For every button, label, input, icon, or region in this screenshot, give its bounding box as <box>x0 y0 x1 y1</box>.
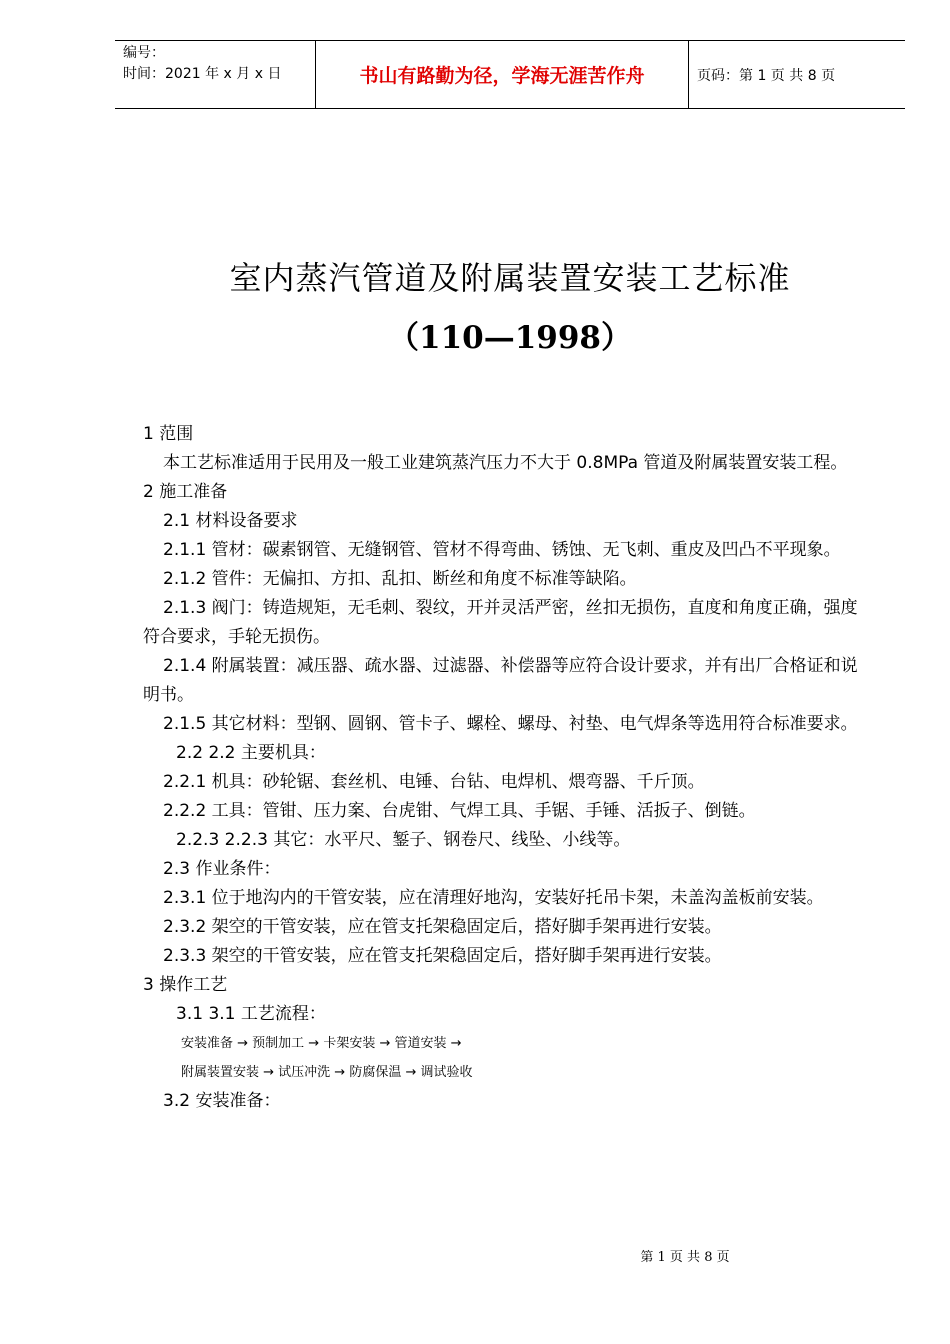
body-line: 2.3.2 架空的干管安装，应在管支托架稳固定后，搭好脚手架再进行安装。 <box>163 917 722 937</box>
body-line: 3 操作工艺 <box>143 975 228 995</box>
serial-label: 编号： <box>123 45 165 61</box>
body-line: 2.3.3 架空的干管安装，应在管支托架稳固定后，搭好脚手架再进行安装。 <box>163 946 722 966</box>
page-header <box>115 40 905 109</box>
body-line: 3.1 3.1 工艺流程： <box>176 1004 326 1024</box>
body-line: 2.1.5 其它材料：型钢、圆钢、管卡子、螺栓、螺母、衬垫、电气焊条等选用符合标准要求。 <box>163 714 858 734</box>
body-line: 2.3.1 位于地沟内的干管安装，应在清理好地沟，安装好托吊卡架，未盖沟盖板前安装。 <box>163 888 824 908</box>
body-line: 2.1 材料设备要求 <box>163 511 298 531</box>
time-label: 时间：2021 年 x 月 x 日 <box>123 66 282 82</box>
document-subtitle: （110—1998） <box>388 320 632 356</box>
body-line: 2.1.3 阀门：铸造规矩，无毛刺、裂纹，开并灵活严密，丝扣无损伤，直度和角度正确，强度符合要求，手轮无损伤。 <box>143 598 858 647</box>
body-line: 2.2.1 机具：砂轮锯、套丝机、电锤、台钻、电焊机、煨弯器、千斤顶。 <box>163 772 705 792</box>
header-motto: 书山有路勤为径，学海无涯苦作舟 <box>316 41 689 108</box>
body-line: 1 范围 <box>143 424 194 444</box>
body-line: 2 施工准备 <box>143 482 228 502</box>
flow-line: 附属装置安装 → 试压冲洗 → 防腐保温 → 调试验收 <box>181 1065 473 1080</box>
document-body <box>143 420 868 1116</box>
body-line: 本工艺标准适用于民用及一般工业建筑蒸汽压力不大于 0.8MPa 管道及附属装置安装工程。 <box>163 453 848 473</box>
body-line: 2.3 作业条件： <box>163 859 281 879</box>
body-line: 2.2 2.2 主要机具： <box>176 743 326 763</box>
header-left-cell <box>115 41 316 108</box>
page-footer: 第 1 页 共 8 页 <box>640 1250 730 1265</box>
body-line: 3.2 安装准备： <box>163 1091 281 1111</box>
body-line: 2.1.1 管材：碳素钢管、无缝钢管、管材不得弯曲、锈蚀、无飞刺、重皮及凹凸不平现象。 <box>163 540 841 560</box>
body-line: 2.2.3 2.2.3 其它：水平尺、錾子、钢卷尺、线坠、小线等。 <box>176 830 631 850</box>
body-line: 2.1.2 管件：无偏扣、方扣、乱扣、断丝和角度不标准等缺陷。 <box>163 569 637 589</box>
body-line: 2.2.2 工具：管钳、压力案、台虎钳、气焊工具、手锯、手锤、活扳子、倒链。 <box>163 801 756 821</box>
flow-line: 安装准备 → 预制加工 → 卡架安装 → 管道安装 → <box>181 1036 462 1051</box>
body-line: 2.1.4 附属装置：减压器、疏水器、过滤器、补偿器等应符合设计要求，并有出厂合格证和说明书。 <box>143 656 858 705</box>
header-page-label: 页码：第 1 页 共 8 页 <box>697 67 836 84</box>
document-title: 室内蒸汽管道及附属装置安装工艺标准 <box>229 259 791 297</box>
